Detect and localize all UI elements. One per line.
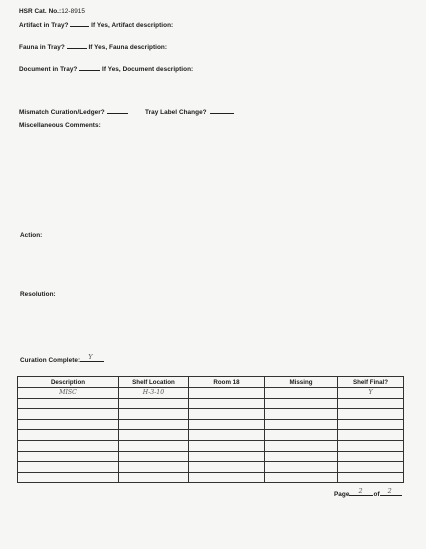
table-cell[interactable] [18,451,119,462]
table-cell[interactable] [119,451,189,462]
table-row [18,472,404,483]
catalog-number-label: HSR Cat. No.: [19,8,62,15]
curation-complete-blank[interactable] [80,355,104,362]
col-description: Description [18,377,119,388]
shelf-log-table [17,376,404,483]
table-cell[interactable] [189,388,265,399]
table-cell[interactable] [338,398,404,409]
table-cell[interactable] [119,440,189,451]
table-cell[interactable] [265,419,338,430]
table-cell[interactable] [119,409,189,420]
table-row [18,430,404,441]
table-cell[interactable] [18,398,119,409]
table-cell[interactable] [338,409,404,420]
resolution-label: Resolution: [20,291,56,298]
page-total-blank [380,489,402,496]
col-missing: Missing [265,377,338,388]
table-cell[interactable] [18,419,119,430]
fauna-desc-label: If Yes, Fauna description: [88,44,168,51]
table-cell[interactable] [265,462,338,473]
table-row [18,451,404,462]
table-cell[interactable] [119,462,189,473]
document-desc-label: If Yes, Document description: [102,66,194,73]
col-shelf-location: Shelf Location [119,377,189,388]
page-number-blank [349,489,373,496]
tray-label-answer-blank[interactable] [210,107,234,114]
table-cell[interactable] [265,472,338,483]
table-cell[interactable] [119,398,189,409]
table-row [18,419,404,430]
table-cell[interactable] [265,409,338,420]
curation-complete-value: Y [88,353,93,361]
table-cell[interactable] [18,409,119,420]
table-cell[interactable] [338,451,404,462]
of-label: of [373,491,380,498]
table-header-row [18,377,404,388]
artifact-desc-label: If Yes, Artifact description: [91,22,174,29]
table-cell[interactable] [18,440,119,451]
tray-label-field [145,107,234,116]
table-row [18,398,404,409]
col-room-18: Room 18 [189,377,265,388]
table-cell[interactable] [338,472,404,483]
table-row [18,440,404,451]
col-shelf-final: Shelf Final? [338,377,404,388]
table-cell[interactable] [18,472,119,483]
artifact-label: Artifact in Tray? [19,22,69,29]
table-cell[interactable] [189,451,265,462]
table-cell[interactable] [265,451,338,462]
table-cell[interactable] [119,430,189,441]
document-label: Document in Tray? [19,66,78,73]
page-footer [334,489,402,498]
table-cell[interactable] [265,440,338,451]
table-cell[interactable] [265,430,338,441]
curation-complete-label: Curation Complete: [20,357,81,364]
table-cell[interactable] [189,472,265,483]
artifact-field [19,20,173,29]
table-row [18,409,404,420]
page-number-value: 2 [358,487,363,495]
mismatch-answer-blank[interactable] [107,107,128,114]
table-cell[interactable] [189,419,265,430]
table-cell[interactable] [265,398,338,409]
fauna-answer-blank[interactable] [67,42,87,49]
table-cell[interactable] [338,419,404,430]
page-label: Page [334,491,350,498]
fauna-label: Fauna in Tray? [19,44,65,51]
curation-complete-field [20,355,104,364]
table-cell[interactable] [189,430,265,441]
table-cell[interactable]: Y [338,388,404,399]
misc-comments-label: Miscellaneous Comments: [19,122,101,129]
fauna-field [19,42,167,51]
table-row [18,462,404,473]
document-answer-blank[interactable] [79,64,100,71]
table-cell[interactable] [119,419,189,430]
mismatch-field [19,107,128,116]
catalog-number [19,8,85,15]
mismatch-label: Mismatch Curation/Ledger? [19,109,105,116]
table-cell[interactable] [189,398,265,409]
table-row [18,388,404,399]
table-cell[interactable] [189,440,265,451]
action-label: Action: [20,232,43,239]
artifact-answer-blank[interactable] [70,20,89,27]
table-cell[interactable] [18,462,119,473]
table-cell[interactable] [338,430,404,441]
page-total-value: 2 [387,487,392,495]
table-cell[interactable] [189,409,265,420]
table-cell[interactable] [338,462,404,473]
table-cell[interactable] [18,430,119,441]
table-cell[interactable] [338,440,404,451]
tray-label-label: Tray Label Change? [145,109,207,116]
table-cell[interactable] [189,462,265,473]
catalog-number-value: 12-8915 [61,8,86,15]
document-field [19,64,193,73]
table-cell[interactable]: MISC [18,388,119,399]
table-cell[interactable] [265,388,338,399]
table-cell[interactable] [119,472,189,483]
table-cell[interactable]: H-3-10 [119,388,189,399]
